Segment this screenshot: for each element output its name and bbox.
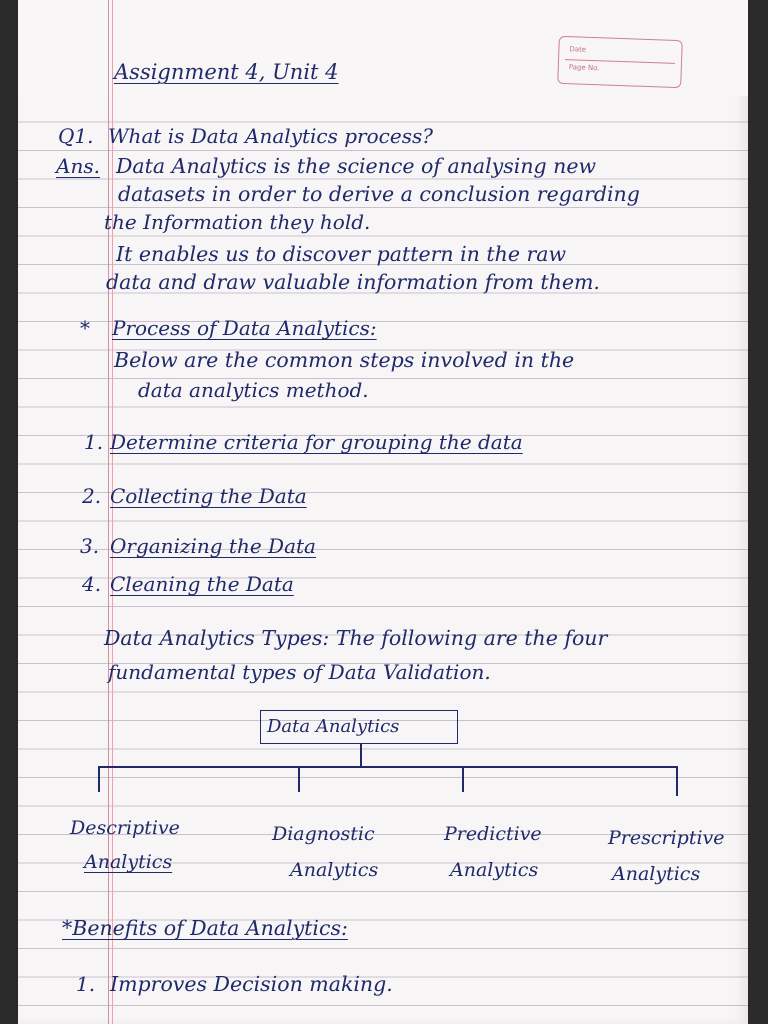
stamp-date-label: Date <box>569 45 587 54</box>
diagram-child-2-line-2: Analytics <box>290 859 379 881</box>
step-2-text: Collecting the Data <box>110 484 307 508</box>
step-4-text: Cleaning the Data <box>110 572 294 596</box>
diagram-branch-2 <box>298 766 300 792</box>
step-1-text: Determine criteria for grouping the data <box>110 430 523 454</box>
notebook-page <box>18 0 748 1024</box>
diagram-child-4-line-1: Prescriptive <box>608 827 725 849</box>
step-4-num: 4. <box>82 572 102 596</box>
diagram-child-1-line-2: Analytics <box>84 851 173 873</box>
step-3-text: Organizing the Data <box>110 534 316 558</box>
diagram-child-1-line-1: Descriptive <box>70 817 180 839</box>
process-heading: Process of Data Analytics: <box>112 316 377 340</box>
question-label: Q1. <box>58 124 94 148</box>
process-intro-line-2: data analytics method. <box>138 378 369 402</box>
diagram-branch-3 <box>462 766 464 792</box>
answer-line-2: datasets in order to derive a conclusion regarding <box>118 182 640 206</box>
step-3-num: 3. <box>80 534 100 558</box>
diagram-root-stem <box>360 744 362 766</box>
diagram-child-3-line-2: Analytics <box>450 859 539 881</box>
answer-label: Ans. <box>56 154 100 178</box>
date-page-stamp <box>557 36 683 88</box>
benefits-heading: *Benefits of Data Analytics: <box>62 916 348 940</box>
answer-line-3: the Information they hold. <box>104 210 371 234</box>
types-line-2: fundamental types of Data Validation. <box>108 660 491 684</box>
types-line-1: Data Analytics Types: The following are the four <box>104 626 608 650</box>
diagram-child-4-line-2: Analytics <box>612 863 701 885</box>
diagram-child-2-line-1: Diagnostic <box>272 823 375 845</box>
diagram-bus-line <box>98 766 678 768</box>
question-text: What is Data Analytics process? <box>108 124 433 148</box>
process-intro-line-1: Below are the common steps involved in the <box>114 348 575 372</box>
step-1-num: 1. <box>84 430 104 454</box>
diagram-branch-4 <box>676 766 678 796</box>
benefit-1-num: 1. <box>76 972 96 996</box>
diagram-branch-1 <box>98 766 100 792</box>
answer-line-5: data and draw valuable information from them. <box>106 270 600 294</box>
process-bullet: * <box>80 316 90 340</box>
step-2-num: 2. <box>82 484 102 508</box>
answer-line-1: Data Analytics is the science of analysing new <box>116 154 597 178</box>
diagram-root-label: Data Analytics <box>267 716 400 737</box>
assignment-title: Assignment 4, Unit 4 <box>114 60 339 84</box>
stamp-page-label: Page No. <box>568 63 600 73</box>
benefit-1-text: Improves Decision making. <box>110 972 393 996</box>
diagram-child-3-line-1: Predictive <box>444 823 542 845</box>
diagram-root-box <box>260 710 458 744</box>
answer-line-4: It enables us to discover pattern in the raw <box>116 242 567 266</box>
